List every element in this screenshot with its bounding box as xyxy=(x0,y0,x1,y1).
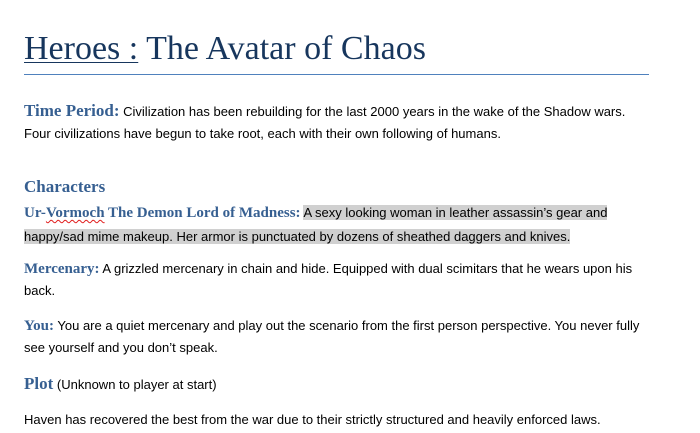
document-title xyxy=(24,29,426,69)
plot-note: (Unknown to player at start) xyxy=(53,377,217,392)
character-name: You: xyxy=(24,318,55,334)
character-name: Mercenary: xyxy=(24,261,100,277)
title-rule xyxy=(24,74,649,75)
plot-heading-line xyxy=(24,373,652,396)
character-description: A grizzled mercenary in chain and hide. Equipped with dual scimitars that he wears upon his back. xyxy=(24,261,633,298)
characters-heading: Characters xyxy=(24,177,106,196)
time-period-heading: Time Period: xyxy=(24,101,120,120)
title-rest: The Avatar of Chaos xyxy=(138,30,426,67)
title-prefix: Heroes : xyxy=(24,30,139,67)
character-name: Ur-Vormoch The Demon Lord of Madness: xyxy=(24,205,301,221)
character-you xyxy=(24,315,652,359)
character-mercenary xyxy=(24,258,652,302)
highlighted-description: A sexy looking woman in leather assassin’s gear and happy/sad mime makeup. Her armor is punctuated by dozens of sheathed daggers and knives. xyxy=(24,205,608,244)
plot-heading: Plot xyxy=(24,374,54,393)
time-period-paragraph xyxy=(24,100,652,145)
time-period-text: Civilization has been rebuilding for the last 2000 years in the wake of the Shadow wars. Four civilizations have begun to take root, each with their own following of humans. xyxy=(24,104,626,141)
character-ur-vormoch xyxy=(24,201,652,248)
plot-text: Haven has recovered the best from the war due to their strictly structured and heavily enforced laws. xyxy=(24,412,601,427)
spellcheck-flagged-word: Vormoch xyxy=(45,205,105,221)
character-description: You are a quiet mercenary and play out the scenario from the first person perspective. You never fully see yourself and you don’t speak. xyxy=(24,318,640,355)
